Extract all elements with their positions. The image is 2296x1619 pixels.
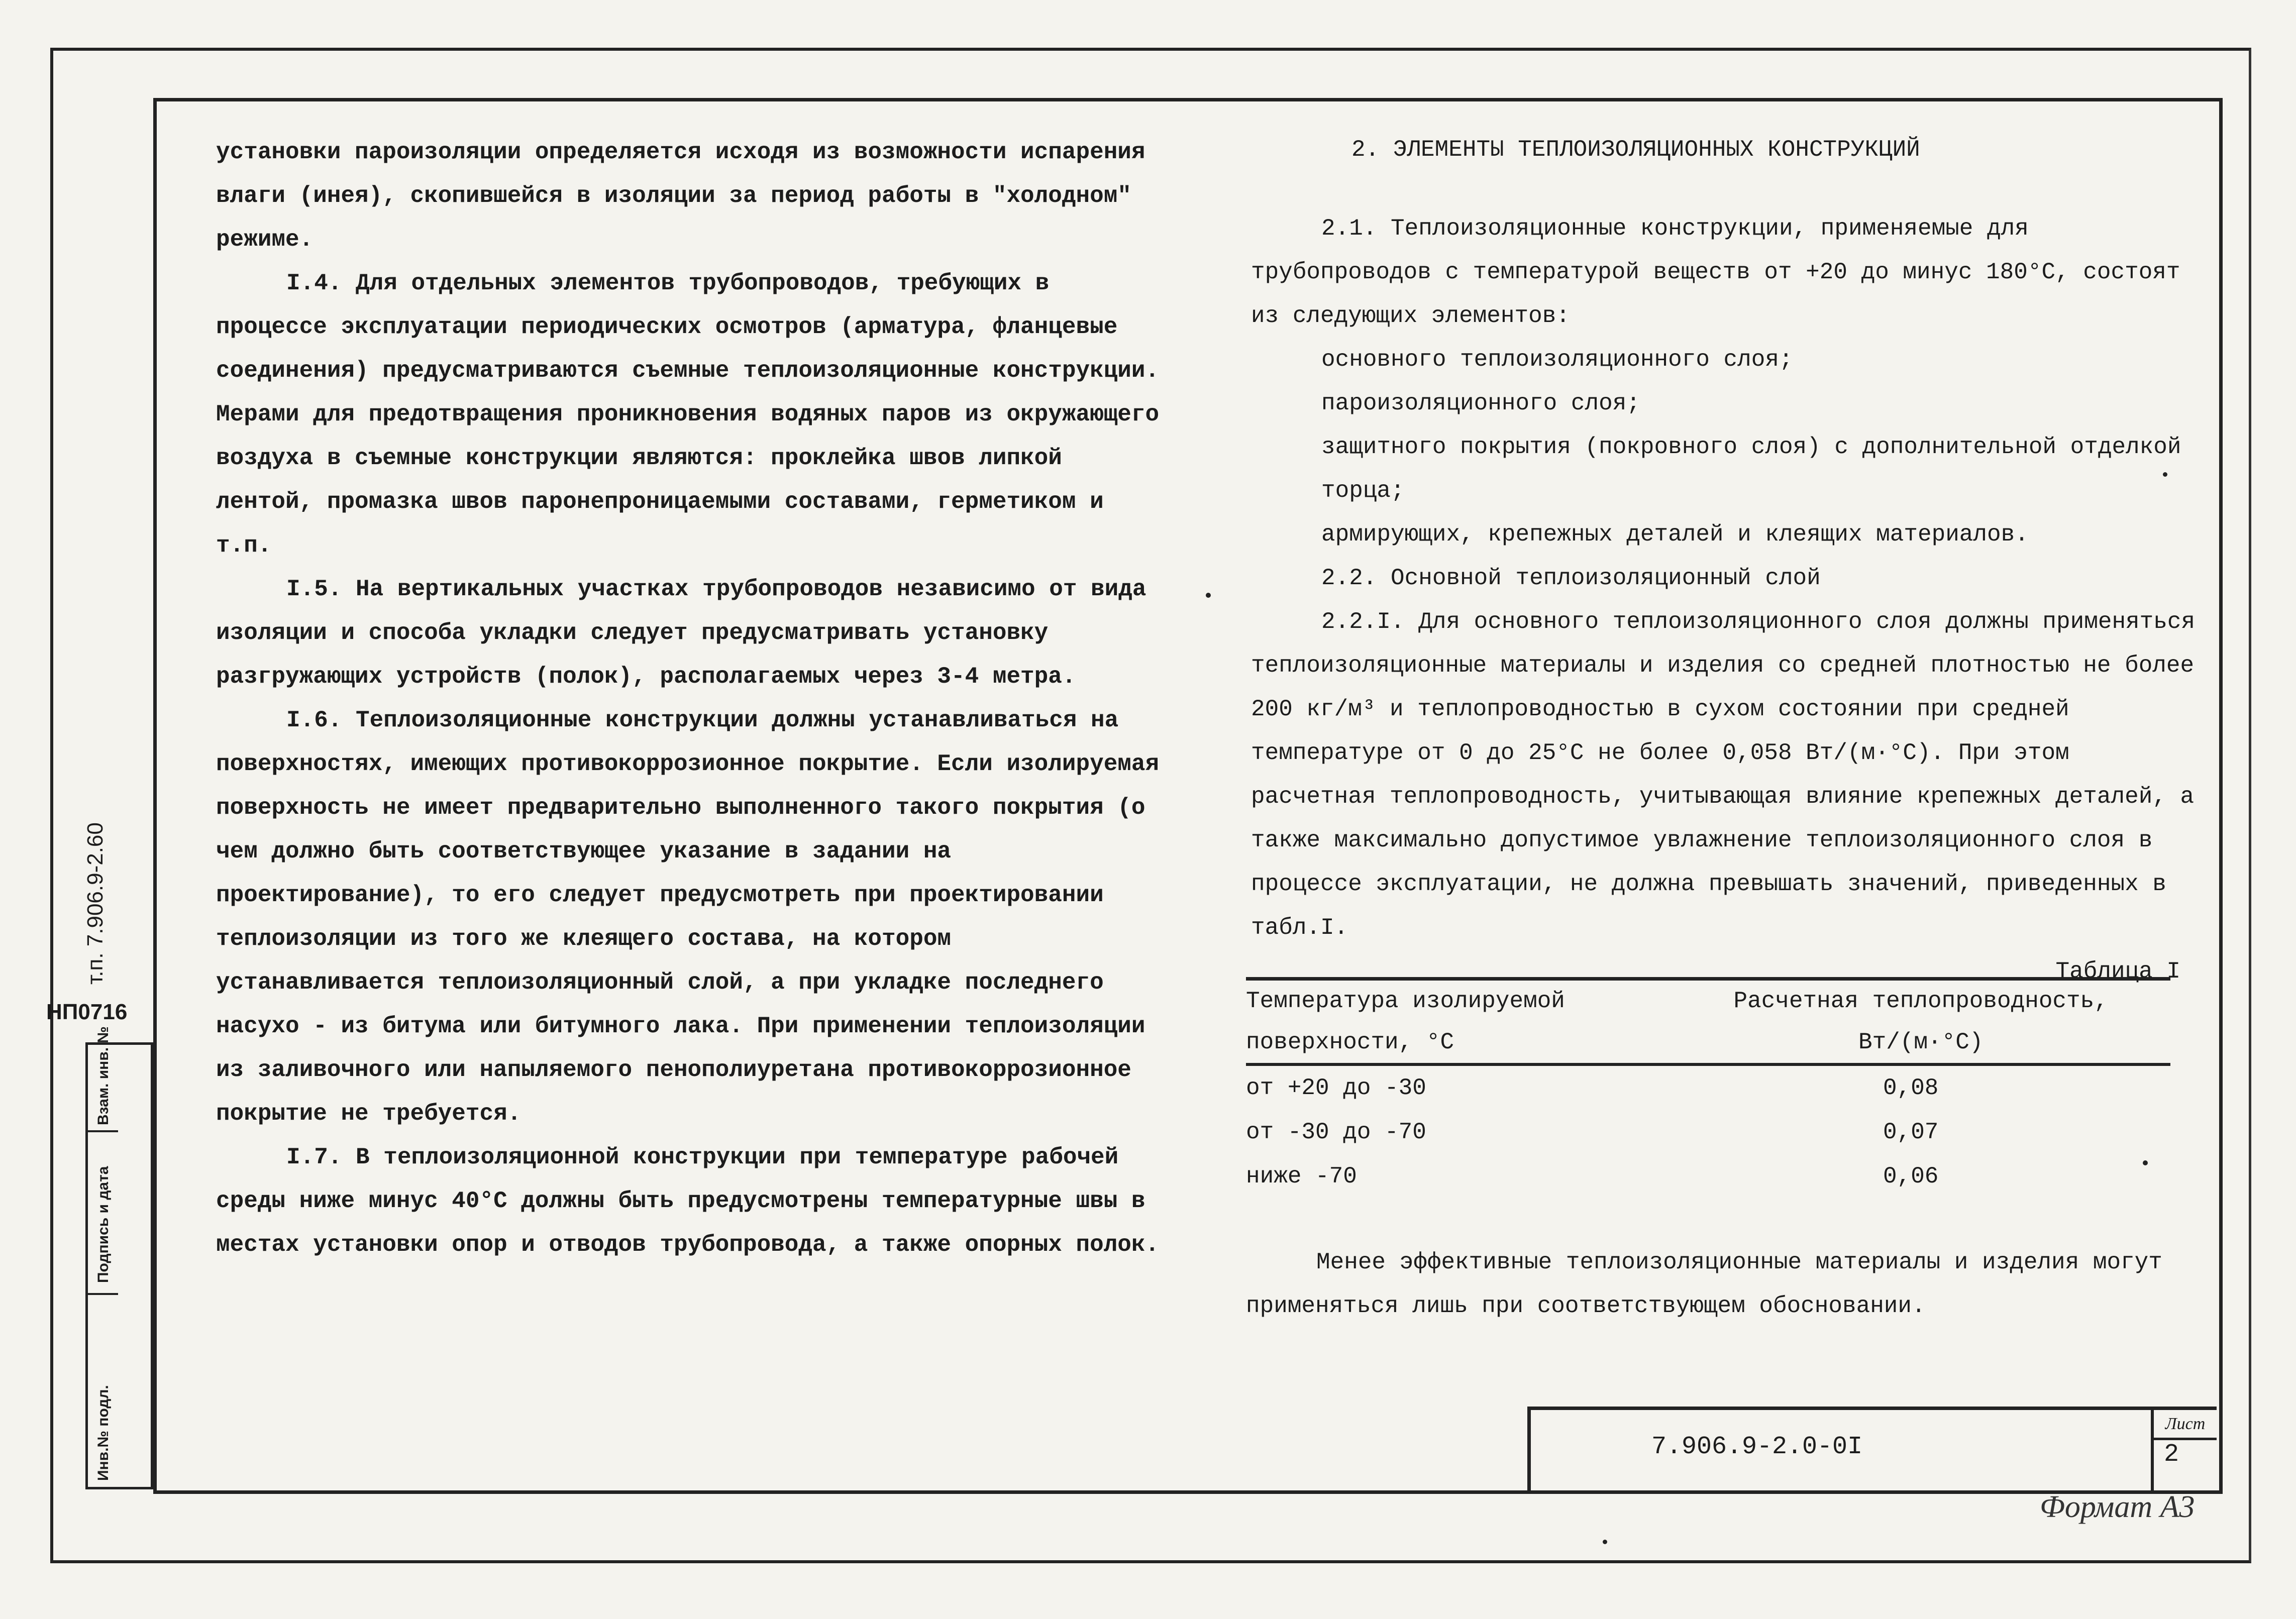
left-paragraph-1-5: I.5. На вертикальных участках трубопроводов независимо от вида изоляции и способа укладки следует предусматривать установку разгружающих устройств (полок), располагаемых через 3-4 метра. [216, 576, 1146, 690]
left-column [216, 131, 1161, 1267]
table-header-temperature [1246, 979, 1671, 1065]
side-cell [88, 1295, 118, 1487]
document-code: 7.906.9-2.0-0I [1651, 1433, 1863, 1461]
side-reference: т.п. 7.906.9-2.60 [83, 822, 108, 985]
format-note: Формат А3 [2040, 1490, 2195, 1524]
side-label: Подпись и дата [95, 1166, 112, 1283]
side-doc-code: НП0716 [46, 1000, 128, 1024]
conductivity-table [1246, 977, 2170, 1199]
paragraph-2-2: 2.2. Основной теплоизоляционный слой [1321, 565, 1821, 591]
sheet-box [2151, 1410, 2217, 1493]
title-block [1527, 1407, 2217, 1493]
table-cell-value: 0,08 [1883, 1075, 1939, 1101]
header-line: Температура изолируемой [1246, 988, 1565, 1014]
side-cell [88, 1026, 118, 1132]
table-caption: Таблица I [2055, 958, 2180, 985]
table-row [1246, 1154, 2170, 1199]
left-paragraph-1-7: I.7. В теплоизоляционной конструкции при температуре рабочей среды ниже минус 40°C должны быть предусмотрены температурные швы в местах установки опор и отводов трубопровода, а также опорных полок. [216, 1144, 1160, 1258]
scan-speck [1206, 593, 1211, 598]
header-line: поверхности, °C [1246, 1029, 1454, 1055]
after-table-paragraph: Менее эффективные теплоизоляционные материалы и изделия могут применяться лишь при соответствующем обосновании. [1246, 1249, 2162, 1319]
after-table-text [1246, 1241, 2190, 1328]
table-cell-value: 0,07 [1883, 1119, 1939, 1145]
table-row [1246, 1064, 2170, 1110]
sheet-label: Лист [2154, 1410, 2217, 1440]
list-item: основного теплоизоляционного слоя; [1321, 347, 1793, 373]
scan-speck [2163, 472, 2167, 477]
scan-speck [2143, 1160, 2148, 1165]
list-item: армирующих, крепежных деталей и клеящих материалов. [1321, 521, 2029, 548]
side-label: Инв.№ подл. [95, 1385, 112, 1481]
table-cell-range: от +20 до -30 [1246, 1075, 1426, 1101]
side-strip [85, 1026, 153, 1489]
side-label: Взам. инв. № [95, 1026, 112, 1125]
side-cell [88, 1132, 118, 1295]
right-column [1251, 128, 2196, 994]
left-paragraph-1-6: I.6. Теплоизоляционные конструкции должны устанавливаться на поверхностях, имеющих противокоррозионное покрытие. Если изолируемая поверхность не имеет предварительно выполненного такого покрытия (о чем должно быть соответствующее указание в задании на проектирование), то его следует предусмотреть при проектировании теплоизоляции из того же клеящего состава, на котором устанавливается теплоизоляционный слой, а при укладке последнего насухо - из битума или битумного лака. При применении теплоизоляции из заливочного или напыляемого пенополиуретана противокоррозионное покрытие не требуется. [216, 707, 1160, 1127]
table-cell-range: от -30 до -70 [1246, 1119, 1426, 1145]
header-line: Расчетная теплопроводность, [1733, 988, 2108, 1014]
list-item: защитного покрытия (покровного слоя) с дополнительной отделкой торца; [1321, 434, 2181, 504]
table-header-conductivity [1671, 979, 2170, 1065]
left-paragraph-continuation: установки пароизоляции определяется исходя из возможности испарения влаги (инея), скопившейся в изоляции за период работы в "холодном" режиме. [216, 139, 1145, 253]
section-heading: 2. ЭЛЕМЕНТЫ ТЕПЛОИЗОЛЯЦИОННЫХ КОНСТРУКЦИЙ [1351, 137, 1920, 163]
table-cell-range: ниже -70 [1246, 1163, 1357, 1190]
header-line: Вт/(м·°C) [1858, 1029, 1984, 1055]
sheet-number: 2 [2164, 1440, 2179, 1469]
scan-speck [1603, 1540, 1607, 1544]
list-item: пароизоляционного слоя; [1321, 390, 1640, 416]
table-cell-value: 0,06 [1883, 1163, 1939, 1190]
table-row [1246, 1110, 2170, 1154]
left-paragraph-1-4: I.4. Для отдельных элементов трубопроводов, требующих в процессе эксплуатации периодических осмотров (арматура, фланцевые соединения) предусматриваются съемные теплоизоляционные конструкции. Мерами для предотвращения проникновения водяных паров из окружающего воздуха в съемные конструкции являются: проклейка швов липкой лентой, промазка швов паронепроницаемыми составами, герметиком и т.п. [216, 270, 1160, 559]
paragraph-2-1: 2.1. Теплоизоляционные конструкции, применяемые для трубопроводов с температурой веществ от +20 до минус 180°C, состоят из следующих элементов: [1251, 215, 2180, 329]
paragraph-2-2-1: 2.2.I. Для основного теплоизоляционного слоя должны применяться теплоизоляционные материалы и изделия со средней плотностью не более 200 кг/м³ и теплопроводностью в сухом состоянии при средней температуре от 0 до 25°C не более 0,058 Вт/(м·°C). При этом расчетная теплопроводность, учитывающая влияние крепежных деталей, а также максимально допустимое увлажнение теплоизоляционного слоя в процессе эксплуатации, не должна превышать значений, приведенных в табл.I. [1251, 609, 2196, 941]
